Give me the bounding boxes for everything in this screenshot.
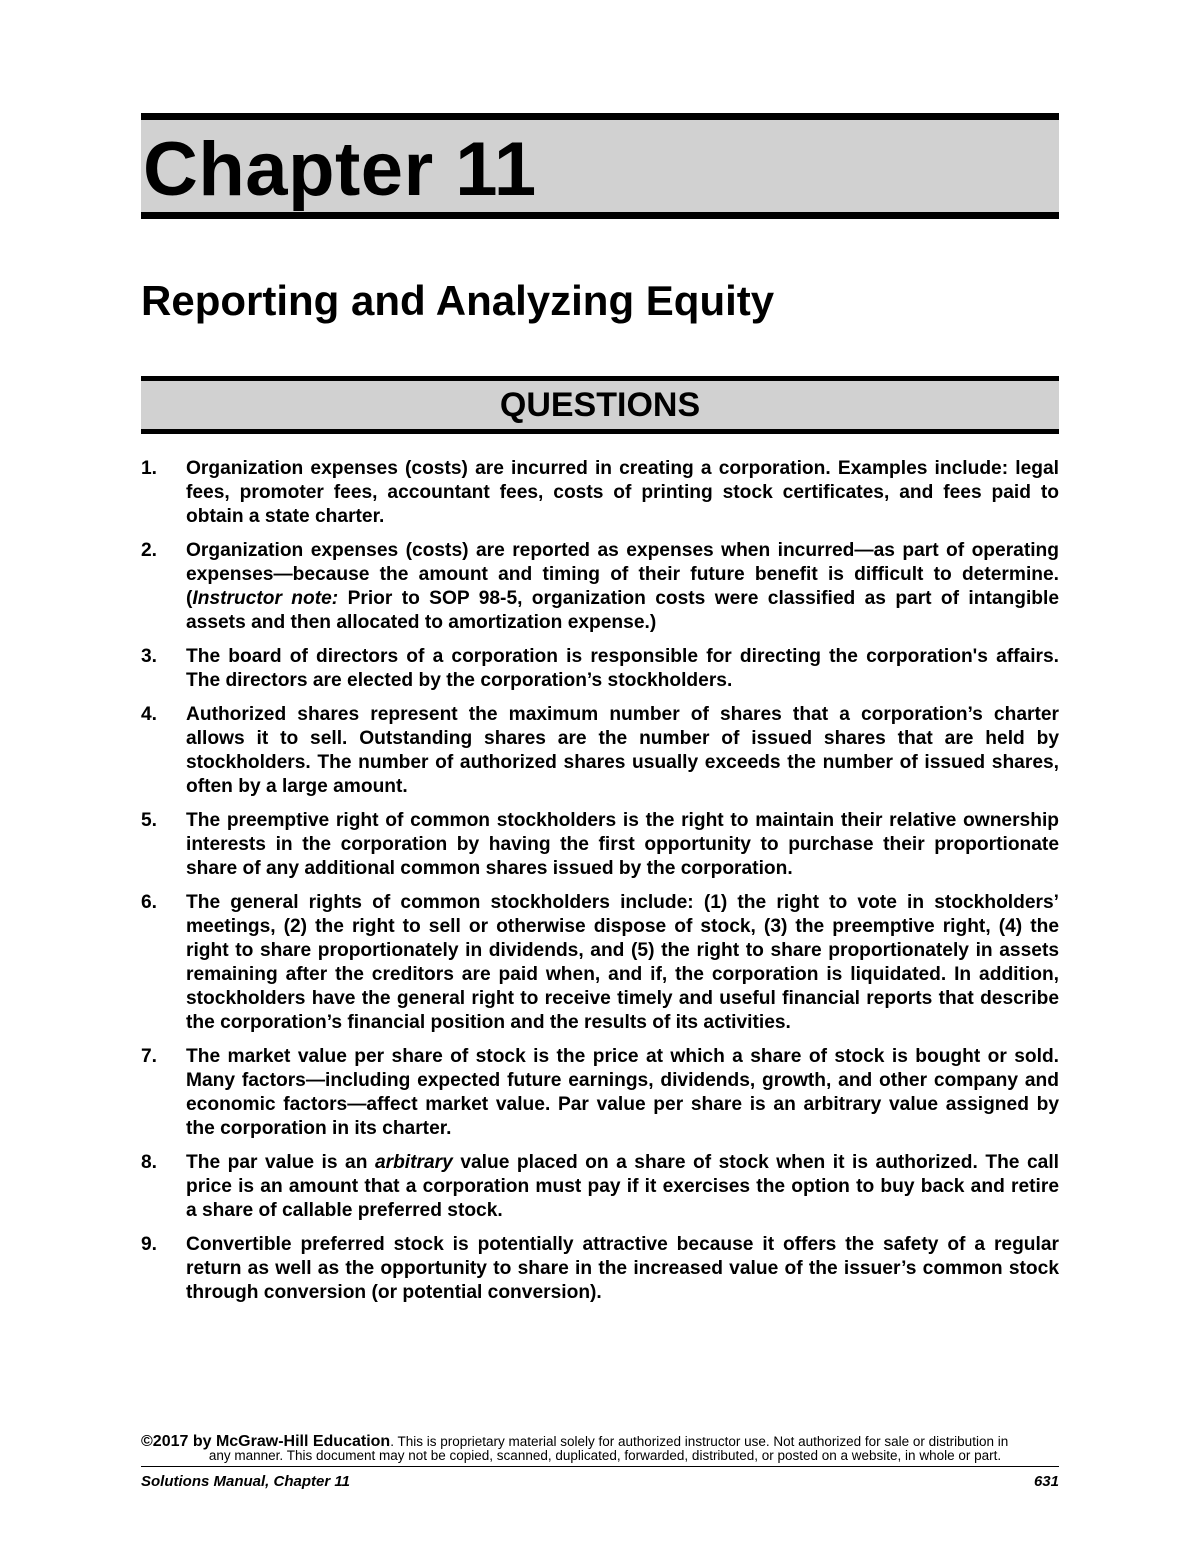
question-text <box>186 539 1059 635</box>
question-text-before: Organization expenses (costs) are reported as expenses when incurred—as part of operating expenses—because the amount and timing of their future benefit is difficult to determine. ( <box>186 540 1059 609</box>
question-number: 8. <box>141 1152 158 1173</box>
question-text-before: The par value is an <box>186 1152 375 1173</box>
chapter-banner <box>141 113 1059 219</box>
question-text-italic: Instructor note: <box>192 588 339 609</box>
question-text-after: Prior to SOP 98-5, organization costs were classified as part of intangible assets and then allocated to amortization expense.) <box>186 588 1060 633</box>
question-item <box>141 891 1059 1035</box>
question-item <box>141 1151 1059 1223</box>
question-text <box>186 1151 1059 1223</box>
question-number: 3. <box>141 646 158 667</box>
chapter-title: Chapter 11 <box>143 127 537 212</box>
question-number: 6. <box>141 892 158 913</box>
question-number: 7. <box>141 1046 158 1067</box>
question-number: 9. <box>141 1234 158 1255</box>
question-item <box>141 457 1059 529</box>
question-item <box>141 703 1059 799</box>
question-text-after: value placed on a share of stock when it is authorized. The call price is an amount that a corporation must pay if it exercises the option to buy back and retire a share of callable preferred stock. <box>186 1152 1059 1221</box>
footer-book-title: Solutions Manual, Chapter 11 <box>141 1473 350 1490</box>
question-item <box>141 1045 1059 1141</box>
copyright-notice-line1: . This is proprietary material solely for authorized instructor use. Not authorized for sale or distribution in <box>390 1434 1009 1449</box>
section-title: QUESTIONS <box>499 386 701 424</box>
page-number: 631 <box>1033 1473 1059 1490</box>
question-text: The board of directors of a corporation is responsible for directing the corporation's affairs. The directors are elected by the corporation’s stockholders. <box>186 646 1059 691</box>
question-text-italic: arbitrary <box>374 1152 453 1173</box>
question-item <box>141 1233 1059 1305</box>
question-list <box>141 457 1059 1315</box>
copyright-notice-line2: any manner. This document may not be copied, scanned, duplicated, forwarded, distributed, or posted on a website, in whole or part. <box>208 1448 1002 1463</box>
question-text: Convertible preferred stock is potentially attractive because it offers the safety of a regular return as well as the opportunity to share in the increased value of the issuer’s common stock through conversion (or potential conversion). <box>186 1234 1059 1303</box>
question-text: The market value per share of stock is the price at which a share of stock is bought or sold. Many factors—including expected future earnings, dividends, growth, and other company and economic factors—affect market value. Par value per share is an arbitrary value assigned by the corporation in its charter. <box>186 1046 1059 1139</box>
question-text: Organization expenses (costs) are incurred in creating a corporation. Examples include: legal fees, promoter fees, accountant fees, costs of printing stock certificates, and fees paid to obtain a state charter. <box>186 458 1059 527</box>
questions-banner <box>141 376 1059 434</box>
chapter-subtitle: Reporting and Analyzing Equity <box>141 277 775 324</box>
copyright-owner: ©2017 by McGraw-Hill Education <box>141 1433 391 1450</box>
question-text: The general rights of common stockholders include: (1) the right to vote in stockholders’ meetings, (2) the right to sell or otherwise dispose of stock, (3) the preemptive right, (4) the right to share proportionately in dividends, and (5) the right to share proportionately in assets remaining after the creditors are paid when, and if, the corporation is liquidated. In addition, stockholders have the general right to receive timely and useful financial reports that describe the corporation’s financial position and the results of its activities. <box>186 892 1059 1033</box>
question-number: 1. <box>141 458 158 479</box>
question-number: 5. <box>141 810 158 831</box>
question-item <box>141 645 1059 693</box>
footer-divider <box>141 1466 1059 1467</box>
question-text: Authorized shares represent the maximum number of shares that a corporation’s charter allows it to sell. Outstanding shares are the number of issued shares that are held by stockholders. The number of authorized shares usually exceeds the number of issued shares, often by a large amount. <box>186 704 1059 797</box>
question-text: The preemptive right of common stockholders is the right to maintain their relative ownership interests in the corporation by having the first opportunity to purchase their proportionate share of any additional common shares issued by the corporation. <box>186 810 1059 879</box>
question-item <box>141 539 1059 635</box>
question-number: 2. <box>141 540 158 561</box>
footer-copyright <box>141 1434 1059 1463</box>
question-item <box>141 809 1059 881</box>
question-number: 4. <box>141 704 158 725</box>
